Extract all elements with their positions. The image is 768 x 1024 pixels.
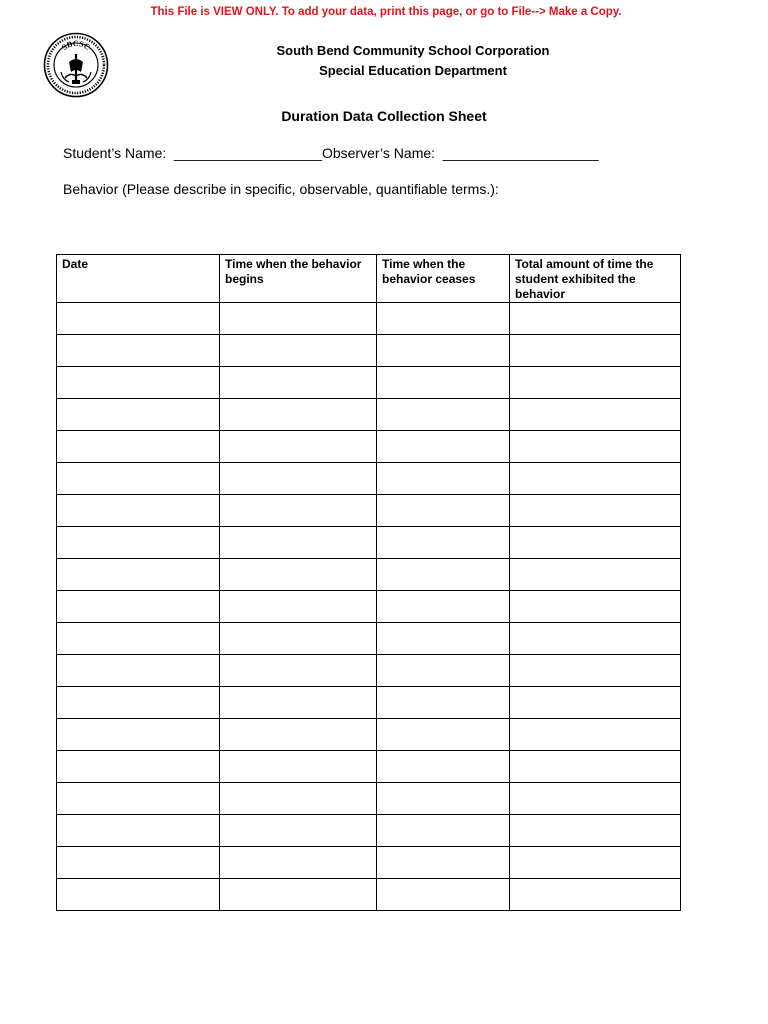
total-time-cell [510, 431, 681, 463]
department-name: Special Education Department [319, 63, 507, 78]
begin-time-cell [220, 303, 377, 335]
table-row [57, 847, 681, 879]
table-header-row [57, 255, 681, 303]
begin-time-cell [220, 527, 377, 559]
begin-time-cell [220, 431, 377, 463]
table-row [57, 303, 681, 335]
begin-time-cell [220, 655, 377, 687]
total-time-cell [510, 847, 681, 879]
column-header-date: Date [57, 255, 220, 303]
date-cell [57, 687, 220, 719]
column-header-total-time: Total amount of time the student exhibited the behavior [510, 255, 681, 303]
begin-time-cell [220, 623, 377, 655]
cease-time-cell [377, 303, 510, 335]
table-row [57, 655, 681, 687]
cease-time-cell [377, 495, 510, 527]
begin-time-cell [220, 367, 377, 399]
total-time-cell [510, 655, 681, 687]
date-cell [57, 463, 220, 495]
date-cell [57, 559, 220, 591]
table-row [57, 623, 681, 655]
total-time-cell [510, 687, 681, 719]
cease-time-cell [377, 367, 510, 399]
begin-time-cell [220, 495, 377, 527]
cease-time-cell [377, 847, 510, 879]
begin-time-cell [220, 687, 377, 719]
begin-time-cell [220, 751, 377, 783]
total-time-cell [510, 367, 681, 399]
cease-time-cell [377, 399, 510, 431]
cease-time-cell [377, 783, 510, 815]
begin-time-cell [220, 591, 377, 623]
date-cell [57, 815, 220, 847]
total-time-cell [510, 751, 681, 783]
cease-time-cell [377, 751, 510, 783]
total-time-cell [510, 399, 681, 431]
total-time-cell [510, 783, 681, 815]
table-row [57, 399, 681, 431]
date-cell [57, 495, 220, 527]
cease-time-cell [377, 431, 510, 463]
begin-time-cell [220, 879, 377, 911]
cease-time-cell [377, 463, 510, 495]
cease-time-cell [377, 815, 510, 847]
date-cell [57, 399, 220, 431]
total-time-cell [510, 335, 681, 367]
date-cell [57, 719, 220, 751]
seal-text: SBCSC [60, 38, 92, 52]
table-row [57, 463, 681, 495]
date-cell [57, 847, 220, 879]
table-row [57, 719, 681, 751]
date-cell [57, 879, 220, 911]
total-time-cell [510, 303, 681, 335]
cease-time-cell [377, 687, 510, 719]
date-cell [57, 751, 220, 783]
begin-time-cell [220, 335, 377, 367]
column-header-begin-time: Time when the behavior begins [220, 255, 377, 303]
begin-time-cell [220, 463, 377, 495]
table-row [57, 335, 681, 367]
sheet-title: Duration Data Collection Sheet [281, 108, 487, 124]
begin-time-cell [220, 399, 377, 431]
cease-time-cell [377, 623, 510, 655]
total-time-cell [510, 879, 681, 911]
column-header-cease-time: Time when the behavior ceases [377, 255, 510, 303]
date-cell [57, 655, 220, 687]
table-row [57, 815, 681, 847]
table-row [57, 431, 681, 463]
cease-time-cell [377, 879, 510, 911]
total-time-cell [510, 559, 681, 591]
begin-time-cell [220, 847, 377, 879]
table-row [57, 687, 681, 719]
table-row [57, 879, 681, 911]
total-time-cell [510, 495, 681, 527]
date-cell [57, 335, 220, 367]
table-row [57, 367, 681, 399]
cease-time-cell [377, 559, 510, 591]
behavior-prompt: Behavior (Please describe in specific, observable, quantifiable terms.): [63, 181, 499, 197]
table-row [57, 559, 681, 591]
date-cell [57, 303, 220, 335]
date-cell [57, 431, 220, 463]
organization-name: South Bend Community School Corporation [276, 43, 550, 58]
duration-data-table [56, 254, 681, 911]
total-time-cell [510, 719, 681, 751]
date-cell [57, 591, 220, 623]
total-time-cell [510, 815, 681, 847]
view-only-notice: This File is VIEW ONLY. To add your data, print this page, or go to File--> Make a Copy. [150, 6, 622, 18]
table-row [57, 591, 681, 623]
total-time-cell [510, 591, 681, 623]
cease-time-cell [377, 527, 510, 559]
table-row [57, 783, 681, 815]
table-row [57, 751, 681, 783]
table-body [57, 303, 681, 911]
cease-time-cell [377, 719, 510, 751]
total-time-cell [510, 527, 681, 559]
date-cell [57, 783, 220, 815]
names-line: Student’s Name: ___________________Observer’s Name: ____________________ [63, 145, 599, 161]
date-cell [57, 527, 220, 559]
cease-time-cell [377, 591, 510, 623]
table-row [57, 495, 681, 527]
date-cell [57, 367, 220, 399]
begin-time-cell [220, 815, 377, 847]
cease-time-cell [377, 335, 510, 367]
total-time-cell [510, 463, 681, 495]
cease-time-cell [377, 655, 510, 687]
begin-time-cell [220, 559, 377, 591]
date-cell [57, 623, 220, 655]
total-time-cell [510, 623, 681, 655]
table-row [57, 527, 681, 559]
begin-time-cell [220, 783, 377, 815]
begin-time-cell [220, 719, 377, 751]
